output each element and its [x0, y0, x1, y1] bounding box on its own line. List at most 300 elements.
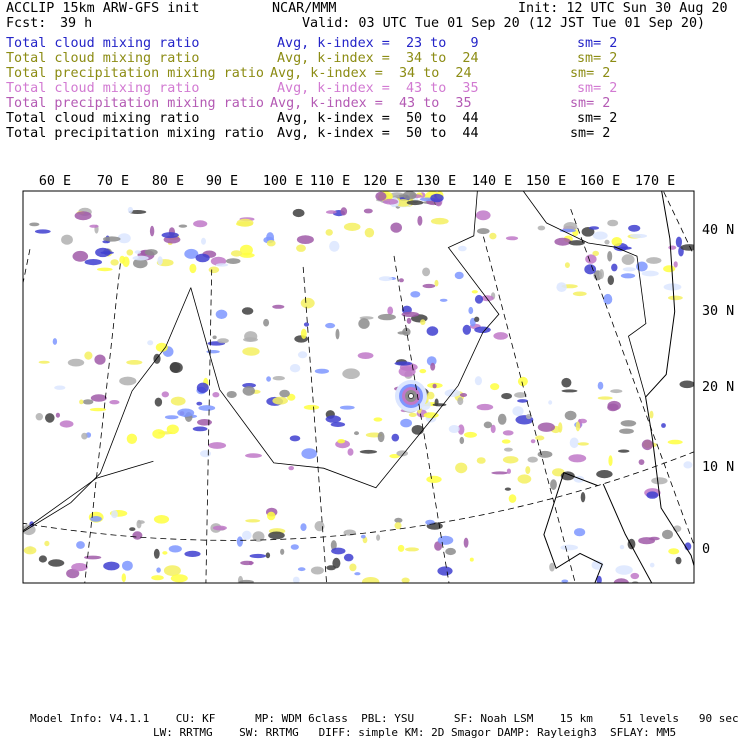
cloud-cell	[568, 454, 586, 462]
field-name: Total cloud mixing ratio	[6, 111, 200, 126]
cloud-cell	[61, 235, 73, 245]
cloud-cell	[240, 561, 254, 565]
cloud-cell	[608, 455, 612, 466]
cloud-cell	[298, 351, 307, 358]
cloud-cell	[464, 432, 477, 438]
lat-tick-label: 20 N	[702, 380, 735, 395]
cloud-cell	[60, 420, 74, 427]
cloud-cell	[468, 307, 473, 314]
cloud-cell	[24, 546, 37, 554]
field-name: Total cloud mixing ratio	[6, 51, 200, 66]
cloud-cell	[325, 323, 335, 328]
cloud-cell	[578, 419, 587, 424]
cloud-cell	[455, 463, 467, 474]
cloud-cell	[227, 391, 237, 398]
cloud-cell	[498, 414, 507, 425]
field-sm: sm= 2	[577, 81, 618, 96]
cloud-cell	[639, 459, 645, 465]
parallel-line	[0, 226, 740, 740]
cloud-cell	[263, 319, 269, 327]
cloud-cell	[628, 225, 640, 232]
cloud-cell	[474, 327, 491, 334]
header-center: NCAR/MMM	[272, 1, 337, 16]
cloud-cell	[362, 577, 379, 587]
cloud-cell	[431, 218, 449, 225]
cloud-cell	[155, 398, 162, 407]
cloud-cell	[266, 376, 271, 381]
cloud-cell	[477, 404, 494, 410]
cloud-cell	[437, 566, 452, 575]
cloud-cell	[395, 522, 402, 529]
cloud-cell	[470, 558, 474, 562]
lon-tick-label: 70 E	[96, 174, 130, 189]
field-avg: Avg, k-index = 34 to 24	[270, 66, 472, 81]
cloud-cell	[433, 384, 437, 389]
cloud-cell	[103, 236, 121, 241]
cloud-cell	[668, 296, 683, 301]
field-sm: sm= 2	[577, 51, 618, 66]
cloud-cell	[290, 364, 300, 372]
cloud-cell	[490, 383, 499, 390]
cloud-cell	[570, 438, 579, 449]
country-border	[0, 652, 62, 740]
cloud-cell	[311, 567, 324, 575]
cloud-cell	[81, 433, 87, 440]
cloud-cell	[565, 411, 577, 420]
cloud-cell	[589, 226, 599, 230]
cloud-cell	[538, 423, 555, 432]
cloud-cell	[354, 572, 360, 575]
cloud-cell	[642, 271, 659, 277]
meridian-line	[394, 253, 657, 740]
cloud-cell	[598, 396, 613, 399]
cloud-cell	[576, 421, 580, 431]
lon-tick-label: 150 E	[525, 174, 567, 189]
header-title: ACCLIP 15km ARW-GFS init	[6, 1, 200, 16]
cloud-cell	[39, 361, 50, 364]
cloud-cell	[509, 494, 517, 503]
typhoon-eye	[409, 394, 413, 398]
cloud-cell	[623, 267, 636, 271]
cloud-cell	[197, 419, 212, 426]
cloud-cell	[97, 268, 113, 272]
meridian-line	[303, 264, 421, 740]
cloud-cell	[375, 192, 386, 201]
cloud-cell	[642, 440, 653, 451]
cloud-cell	[242, 347, 259, 355]
cloud-cell	[593, 232, 608, 240]
cloud-cell	[122, 573, 126, 582]
cloud-cell	[360, 450, 377, 454]
cloud-cell	[280, 549, 284, 555]
cloud-cell	[584, 264, 596, 274]
cloud-cell	[361, 535, 366, 539]
cloud-cell	[472, 290, 478, 293]
cloud-cell	[216, 263, 228, 266]
cloud-cell	[457, 397, 463, 405]
field-avg: Avg, k-index = 43 to 35	[277, 81, 479, 96]
cloud-cell	[84, 352, 92, 360]
cloud-cell	[565, 262, 570, 268]
fcst-value: 39 h	[60, 16, 93, 31]
cloud-cell	[171, 397, 186, 406]
cloud-cell	[71, 563, 88, 571]
cloud-cell	[29, 223, 39, 227]
cloud-cell	[390, 223, 402, 233]
cloud-cell	[119, 377, 136, 386]
cloud-cell	[297, 235, 314, 244]
cloud-cell	[242, 307, 253, 314]
cloud-cell	[561, 378, 571, 388]
cloud-cell	[208, 442, 226, 449]
cloud-cell	[430, 363, 435, 371]
field-avg: Avg, k-index = 43 to 35	[270, 96, 472, 111]
cloud-cell	[460, 393, 467, 397]
cloud-cell	[272, 397, 288, 405]
cloud-cell	[417, 216, 422, 226]
cloud-cell	[48, 559, 64, 566]
cloud-cell	[618, 450, 630, 453]
lat-labels	[702, 223, 734, 557]
cloud-cell	[460, 437, 465, 444]
cloud-cell	[574, 528, 585, 536]
cloud-cell	[525, 466, 530, 474]
cloud-cell	[412, 425, 424, 435]
cloud-cell	[189, 264, 196, 273]
cloud-cell	[304, 405, 319, 410]
parallel-line	[0, 57, 740, 540]
cloud-cell	[301, 329, 307, 339]
cloud-cell	[133, 256, 149, 261]
field-name: Total cloud mixing ratio	[6, 36, 200, 51]
cloud-cell	[267, 240, 276, 246]
fcst-label: Fcst:	[6, 16, 47, 31]
meridian-line	[0, 246, 31, 740]
cloud-cell	[512, 406, 523, 416]
cloud-cell	[662, 530, 673, 539]
cloud-cell	[331, 548, 345, 555]
lat-tick-label: 40 N	[702, 223, 735, 238]
cloud-cell	[621, 273, 635, 278]
cloud-cell	[249, 554, 266, 558]
cloud-cell	[135, 250, 141, 254]
cloud-cell	[79, 400, 83, 405]
cloud-cell	[427, 326, 439, 336]
cloud-cell	[535, 436, 544, 441]
cloud-cell	[196, 254, 210, 263]
cloud-cell	[387, 307, 393, 315]
cloud-cell	[651, 477, 667, 484]
cloud-cell	[243, 386, 255, 396]
cloud-cell	[573, 292, 587, 297]
cloud-cell	[475, 376, 482, 385]
meridian-line	[0, 260, 121, 740]
cloud-cell	[209, 267, 220, 274]
cloud-cell	[631, 573, 640, 579]
cloud-cell	[650, 563, 655, 568]
cloud-cell	[35, 229, 51, 233]
cloud-cell	[193, 220, 207, 227]
cloud-cell	[90, 408, 106, 411]
cloud-cell	[151, 575, 164, 580]
cloud-cell	[216, 310, 228, 319]
cloud-cell	[410, 291, 420, 297]
cloud-cell	[39, 555, 47, 562]
cloud-cell	[604, 240, 609, 245]
cloud-cell	[217, 338, 229, 343]
cloud-cell	[162, 391, 169, 397]
cloud-cell	[348, 448, 354, 456]
cloud-cell	[315, 369, 329, 374]
cloud-cell	[358, 318, 369, 329]
cloud-cell	[423, 284, 436, 288]
cloud-cell	[612, 237, 623, 246]
cloud-cell	[556, 282, 566, 292]
lon-labels	[39, 174, 675, 189]
cloud-cell	[449, 425, 460, 433]
cloud-cell	[611, 264, 617, 272]
cloud-cell	[84, 556, 101, 560]
cloud-cell	[402, 578, 410, 584]
cloud-cell	[293, 577, 300, 584]
model-info-line1: Model Info: V4.1.1 CU: KF MP: WDM 6class PBL: YSU SF: Noah LSM 15 km 51 levels 90 sec	[30, 712, 739, 725]
cloud-cell	[242, 531, 252, 540]
cloud-cell	[167, 425, 179, 435]
cloud-cell	[435, 399, 439, 407]
cloud-cell	[279, 390, 290, 398]
cloud-cell	[138, 520, 145, 524]
field-name: Total cloud mixing ratio	[6, 81, 200, 96]
field-sm: sm= 2	[570, 126, 611, 141]
cloud-cell	[162, 232, 179, 238]
cloud-cell	[268, 532, 285, 540]
cloud-cell	[419, 369, 426, 373]
cloud-cell	[501, 393, 512, 399]
cloud-cell	[474, 317, 479, 322]
cloud-cell	[619, 429, 634, 434]
lon-tick-label: 110 E	[309, 174, 351, 189]
cloud-cell	[169, 545, 182, 552]
cloud-cell	[502, 439, 511, 443]
lon-tick-label: 120 E	[362, 174, 404, 189]
cloud-cell	[620, 545, 624, 549]
cloud-cell	[622, 254, 635, 265]
lon-tick-label: 60 E	[38, 174, 72, 189]
cloud-cell	[420, 319, 425, 325]
cloud-cell	[132, 531, 142, 539]
cloud-cell	[177, 409, 194, 417]
cloud-cell	[91, 394, 107, 402]
cloud-cell	[558, 422, 562, 432]
field-avg: Avg, k-index = 50 to 44	[277, 111, 479, 126]
cloud-cell	[518, 474, 532, 483]
lat-tick-label: 10 N	[702, 460, 735, 475]
cloud-cell	[668, 548, 679, 554]
cloud-cell	[336, 329, 340, 340]
cloud-cell	[193, 427, 208, 432]
cloud-cell	[245, 453, 262, 458]
cloud-cell	[344, 223, 361, 231]
lon-tick-label: 100 E	[262, 174, 304, 189]
cloud-cell	[85, 259, 102, 265]
cloud-cell	[607, 220, 618, 227]
coastline	[725, 277, 740, 379]
cloud-cell	[197, 383, 209, 393]
cloud-cell	[326, 210, 337, 214]
field-name: Total precipitation mixing ratio	[6, 66, 264, 81]
cloud-cell	[477, 457, 486, 464]
cloud-cell	[528, 457, 538, 463]
cloud-field-layer	[22, 191, 698, 588]
cloud-cell	[484, 422, 492, 429]
cloud-cell	[267, 512, 275, 521]
cloud-cell	[101, 251, 114, 254]
cloud-cell	[608, 275, 614, 285]
cloud-cell	[54, 386, 65, 390]
cloud-cell	[608, 401, 621, 411]
cloud-cell	[45, 413, 55, 423]
cloud-cell	[244, 331, 257, 342]
meridian-line	[182, 266, 211, 740]
cloud-cell	[409, 413, 417, 417]
cloud-cell	[245, 519, 260, 522]
cloud-cell	[517, 399, 528, 403]
coastline	[728, 375, 740, 685]
cloud-cell	[668, 246, 676, 250]
cloud-cell	[147, 340, 153, 345]
cloud-cell	[398, 545, 405, 552]
lon-tick-label: 130 E	[415, 174, 457, 189]
cloud-cell	[103, 562, 119, 571]
cloud-cell	[152, 429, 165, 439]
cloud-cell	[422, 268, 430, 277]
cloud-cell	[122, 561, 133, 571]
meridian-line	[734, 128, 740, 740]
cloud-cell	[548, 400, 552, 404]
cloud-cell	[56, 413, 60, 418]
cloud-cell	[550, 479, 557, 490]
cloud-cell	[364, 209, 373, 214]
cloud-cell	[464, 538, 469, 548]
cloud-cell	[365, 228, 374, 238]
cloud-cell	[273, 376, 285, 380]
cloud-cell	[342, 368, 360, 379]
cloud-cell	[53, 338, 57, 345]
cloud-cell	[300, 523, 306, 531]
field-name: Total precipitation mixing ratio	[6, 96, 264, 111]
cloud-cell	[598, 382, 604, 390]
cloud-cell	[379, 276, 393, 281]
cloud-cell	[676, 557, 682, 564]
cloud-cell	[237, 219, 254, 227]
cloud-cell	[344, 554, 354, 562]
cloud-cell	[621, 420, 637, 426]
country-border	[0, 538, 13, 740]
cloud-cell	[538, 226, 546, 231]
cloud-cell	[458, 246, 467, 252]
cloud-cell	[156, 343, 168, 352]
cloud-cell	[349, 564, 356, 572]
cloud-cell	[397, 331, 407, 334]
cloud-cell	[127, 434, 137, 444]
cloud-cell	[332, 558, 340, 569]
cloud-cell	[378, 432, 385, 442]
cloud-cell	[395, 361, 413, 365]
cloud-cell	[326, 415, 341, 422]
cloud-cell	[200, 450, 211, 457]
cloud-cell	[554, 238, 571, 246]
cloud-cell	[599, 269, 604, 279]
cloud-cell	[272, 305, 284, 309]
coastline	[646, 169, 675, 397]
cloud-cell	[83, 399, 94, 404]
cloud-cell	[403, 191, 417, 200]
cloud-cell	[326, 229, 333, 236]
cloud-cell	[73, 251, 89, 262]
lon-tick-label: 160 E	[579, 174, 621, 189]
cloud-cell	[504, 448, 513, 452]
cloud-cell	[676, 237, 682, 248]
cloud-cell	[329, 241, 339, 252]
cloud-cell	[663, 265, 675, 272]
meridian-line	[654, 171, 740, 740]
cloud-cell	[674, 261, 678, 267]
coastline	[491, 473, 651, 740]
cloud-cell	[596, 470, 612, 478]
field-sm: sm= 2	[570, 96, 611, 111]
cloud-cell	[378, 314, 396, 320]
cloud-cell	[126, 360, 142, 365]
cloud-cell	[179, 225, 188, 228]
cloud-cell	[127, 249, 134, 255]
cloud-cell	[293, 209, 305, 217]
country-border	[13, 288, 191, 539]
cloud-cell	[463, 325, 471, 335]
cloud-cell	[301, 448, 317, 459]
cloud-cell	[455, 272, 464, 279]
cloud-cell	[198, 405, 215, 411]
cloud-cell	[549, 563, 555, 572]
cloud-cell	[212, 392, 219, 397]
cloud-cell	[394, 518, 402, 523]
cloud-cell	[340, 406, 355, 410]
cloud-cell	[630, 234, 647, 238]
cloud-cell	[196, 402, 202, 406]
cloud-cell	[400, 419, 412, 428]
cloud-cell	[128, 207, 133, 213]
cloud-cell	[538, 451, 553, 458]
cloud-cell	[226, 258, 241, 264]
cloud-cell	[440, 299, 448, 302]
cloud-cell	[337, 439, 345, 443]
cloud-cell	[44, 541, 49, 546]
lat-tick-label: 0	[702, 542, 711, 557]
cloud-cell	[407, 200, 424, 205]
cloud-cell	[607, 251, 612, 262]
field-sm: sm= 2	[570, 66, 611, 81]
cloud-cell	[111, 510, 118, 518]
cloud-cell	[296, 245, 306, 252]
cloud-cell	[304, 322, 309, 326]
cloud-cell	[392, 434, 400, 442]
cloud-cell	[399, 278, 404, 282]
cloud-cell	[75, 211, 92, 220]
cloud-cell	[581, 492, 586, 502]
cloud-cell	[505, 488, 511, 491]
cloud-cell	[171, 574, 188, 582]
cloud-cell	[445, 548, 456, 555]
cloud-cell	[129, 527, 135, 531]
